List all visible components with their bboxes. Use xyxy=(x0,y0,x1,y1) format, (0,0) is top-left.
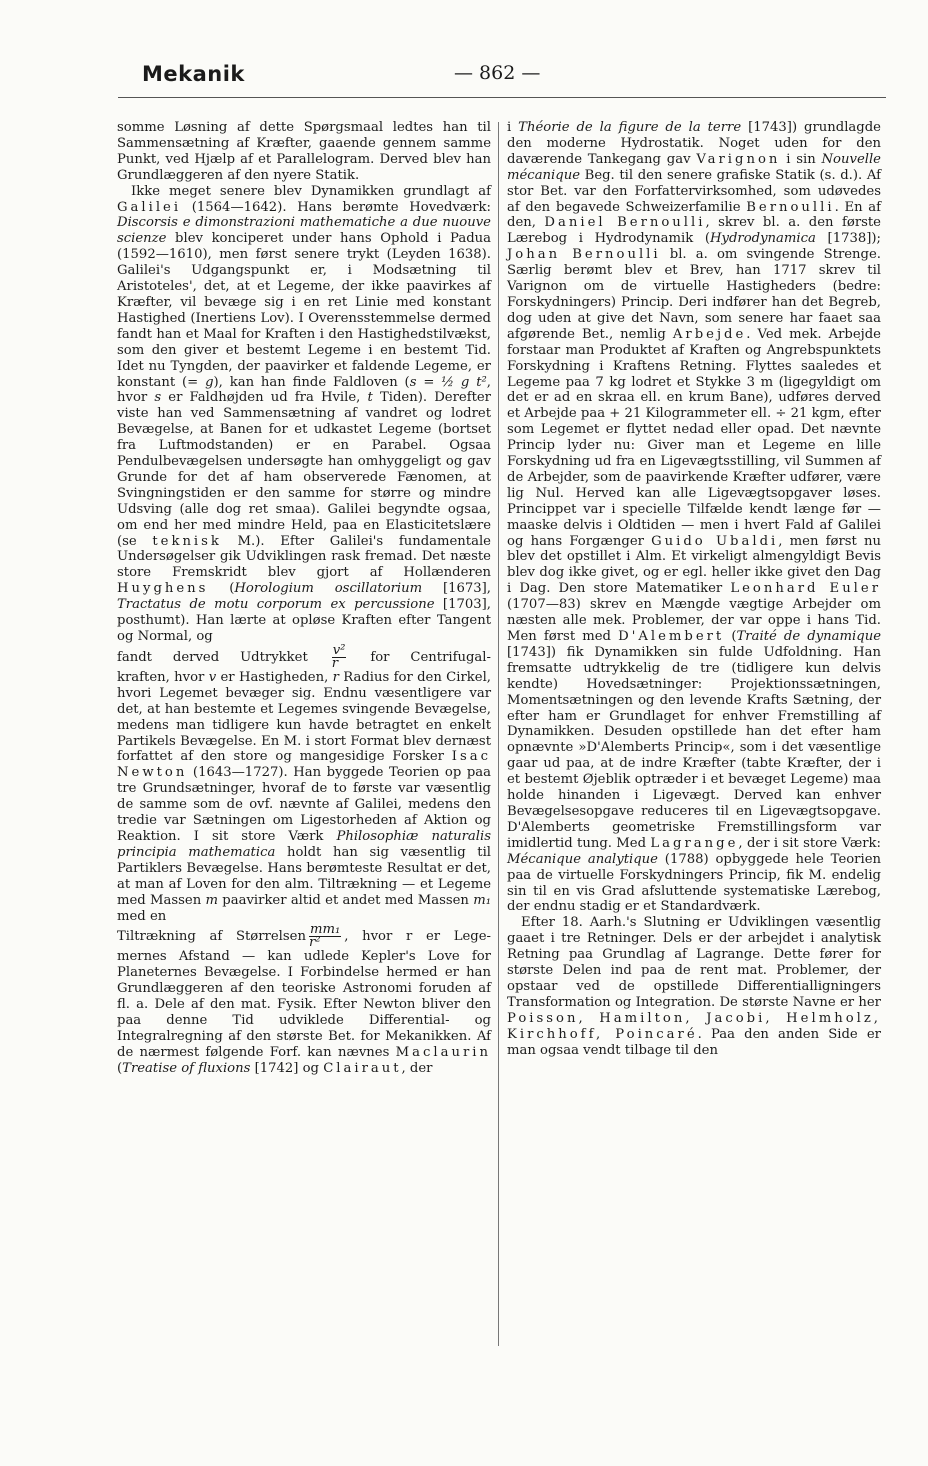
person-name: Guido Ubaldi xyxy=(651,533,779,549)
person-name: Bernoulli xyxy=(746,199,835,215)
header-rule xyxy=(118,97,886,98)
work-title: Traité de dynamique xyxy=(736,629,882,644)
cross-reference: teknisk xyxy=(152,533,222,549)
person-name: Daniel Bernoulli xyxy=(544,215,706,231)
paragraph: mernes Afstand — kan udlede Kepler's Love for Planeternes Bevægelse. I Forbindelse hermed er han Grundlæggeren af den teoriske Astronomi foruden af fl. a. Dele af den mat. Fysik. Efter Newton bliver den paa denne Tid udviklede Differential- og Integralregning af den største Bet. for Mekanikken. Af de nærmest følgende Forf. kan nævnes Maclaurin (Treatise of fluxions [1742] og Clairaut, der xyxy=(117,949,491,1076)
work-title: Mécanique analytique xyxy=(507,851,658,867)
column-divider xyxy=(498,122,499,1346)
paragraph: kraften, hvor v er Hastigheden, r Radius for den Cirkel, hvori Legemet bevæger sig. Endnu væsentligere var det, at han bestemte et Legemes svingende Bevægelse, medens man tidligere kun havde betragtet en enkelt Partikels Bevægelse. En M. i stort Format blev dernæst forfattet af den store og mangesidige Forsker Isac Newton (1643—1727). Han byggede Teorien op paa tre Grundsætninger, hvoraf de to første var væsentlig de samme som de ovf. nævnte af Galilei, medens den tredie var Sætningen om Ligestorheden af Aktion og Reaktion. I sit store Værk Philosophiæ naturalis principia mathematica holdt han sig væsentlig til Partiklers Bevægelse. Hans berømteste Resultat er det, at man af Loven for den alm. Tiltrækning — et Legeme med Massen m paavirker altid et andet med Massen m₁ med en xyxy=(117,669,492,924)
person-name: Isac Newton xyxy=(117,749,491,781)
paragraph: Ikke meget senere blev Dynamikken grundlagt af Galilei (1564—1642). Hans berømte Hovedværk: Discorsis e dimonstrazioni mathematiche a due nuouve scienze blev konciperet under hans Ophold i Padua (1592—1610), men først senere trykt (Leyden 1638). Galilei's Udgangspunkt er, i Modsætning til Aristoteles', det, at et Legeme, der ikke paavirkes af Kræfter, vil bevæge sig i en ret Linie med konstant Hastighed (Inertiens Lov). I Overensstemmelse dermed fandt han et Maal for Kraften i den Hastighedstilvækst, som den giver et bestemt Legeme i en bestemt Tid. Idet nu Tyngden, der paavirker et faldende Legeme, er konstant (= g), kan han finde Faldloven (s = ½ g t², hvor s er Faldhøjden ud fra Hvile, t Tiden). Derefter viste han ved Sammensætning af vandret og lodret Bevægelse, at Banen for et udkastet Legeme (bortset fra Luftmodstanden) er en Parabel. Ogsaa Pendulbevægelsen undersøgte han omhyggeligt og gav Grunde for det af ham observerede Fænomen, at Svingningstiden er den samme for større og mindre Udsving (alle dog ret smaa). Galilei begyndte ogsaa, om end her med mindre Held, paa en Elasticitetslære (se teknisk M.). Efter Galilei's fundamentale Undersøgelser gik Udviklingen rask fremad. Det næste store Fremskridt blev gjort af Hollænderen Huyghens (Horologium oscillatorium [1673], Tractatus de motu corporum ex percussione [1703], posthumt). Han lærte at opløse Kraften efter Tangent og Normal, og xyxy=(117,183,491,644)
person-name: Lagrange xyxy=(650,835,739,851)
page-title: Mekanik xyxy=(142,62,245,86)
term: Arbejde xyxy=(672,326,747,342)
paragraph: i Théorie de la figure de la terre [1743]) grundlagde den moderne Hydrostatik. Noget uden for den daværende Tankegang gav Varignon i sin Nouvelle mécanique Beg. til den senere grafiske Statik (s. d.). Af stor Bet. var den Forfattervirksomhed, som udøvedes af den begavede Schweizerfamilie Bernoulli. En af den, Daniel Bernoulli, skrev bl. a. den første Lærebog i Hydrodynamik (Hydrodynamica [1738]); Johan Bernoulli bl. a. om svingende Strenge. Særlig berømt blev et Brev, han 1717 skrev til Varignon om de virtuelle Hastigheders (bedre: Forskydningers) Princip. Deri indfører han det Begreb, dog uden at give det Navn, som senere har faaet saa afgørende Bet., nemlig Arbejde. Ved mek. Arbejde forstaar man Produktet af Kraften og Angrebspunktets Forskydning i Kraftens Retning. Flyttes saaledes et Legeme paa 7 kg lodret et Stykke 3 m (ligegyldigt om det er ad en skraa ell. en krum Bane), udføres derved et Arbejde paa + 21 Kilogrammeter ell. ÷ 21 kgm, efter som Legemet er flyttet nedad eller opad. Det nævnte Princip lyder nu: Giver man et Legeme en lille Forskydning ud fra en Ligevægtsstilling, vil Summen af de Arbejder, som de paavirkende Kræfter udfører, være lig Nul. Herved kan alle Ligevægtsopgaver løses. Princippet var i specielle Tilfælde kendt længe før — maaske delvis i Oldtiden — men i hvert Fald af Galilei og hans Forgænger Guido Ubaldi, men først nu blev det opstillet i Alm. Et virkeligt almengyldigt Bevis blev dog ikke givet, og er egl. heller ikke givet den Dag i Dag. Den store Matematiker Leonhard Euler (1707—83) skrev en Mængde vægtige Arbejder om næsten alle mek. Problemer, der var oppe i hans Tid. Men først med D'Alembert (Traité de dynamique [1743]) fik Dynamikken sin fulde Udfoldning. Han fremsatte udtrykkelig de tre (tidligere kun delvis kendte) Hovedsætninger: Projektionssætningen, Momentsætningen og den levende Krafts Sætning, der efter ham er Grundlaget for enhver Fremstilling af Dynamikken. Desuden opstillede han det efter ham opnævnte »D'Alemberts Princip«, som i det væsentlige gaar ud paa, at de indre Kræfter (tabte Kræfter, der i et bestemt Øjeblik optræder i et bevæget Legeme) maa holde hinanden i Ligevægt. Derved kan enhver Bevægelsesopgave reduceres til en Ligevægtsopgave. D'Alemberts geometriske Fremstillingsform var imidlertid tung. Med Lagrange, der i sit store Værk: Mécanique analytique (1788) opbyggede hele Teorien paa de virtuelle Forskydningers Princip, fik M. endelig sin til en vis Grad afsluttende systematiske Lærebog, der endnu stadig er et Standardværk. xyxy=(507,120,882,915)
person-name: Johan Bernoulli xyxy=(507,247,661,263)
formula-line: fandt derved Udtrykket $\frac{\text{v²}}{r}$ for Centrifugal- xyxy=(117,642,491,671)
paragraph: Efter 18. Aarh.'s Slutning er Udviklingen væsentlig gaaet i tre Retninger. Dels er der arbejdet i analytisk Retning paa Grundlag af Lagrange. Dette fører for største Delen ind paa de rent mat. Problemer, der opstaar ved de opstillede Differentialligningers Transformation og Integration. De største Navne er her Poisson, Hamilton, Jacobi, Helmholz, Kirchhoff, Poincaré. Paa den anden Side er man ogsaa vendt tilbage til den xyxy=(507,915,881,1058)
person-name: Varignon xyxy=(696,151,781,167)
fraction-v2-over-r: $\frac{\text{v²}}{r}$ xyxy=(331,642,346,671)
person-names: Poisson, Hamilton, Jacobi, Helmholz, Kirchhoff, Poincaré xyxy=(507,1010,881,1042)
work-title: Treatise of fluxions xyxy=(122,1060,251,1076)
person-name: Leonhard Euler xyxy=(730,581,882,597)
work-title: Horologium oscillatorium xyxy=(234,581,423,597)
work-title: Nouvelle mécanique xyxy=(507,151,881,183)
work-title: Théorie de la figure de la terre xyxy=(518,120,742,135)
formula-line: Tiltrækning af Størrelsen $\frac{\text{mm₁}}{\text{r²}}$ , hvor r er Lege- xyxy=(117,922,491,951)
person-name: Huyghens xyxy=(117,581,209,597)
fraction-mm1-over-r2: $\frac{\text{mm₁}}{\text{r²}}$ xyxy=(308,922,341,951)
person-name: Maclaurin xyxy=(395,1044,491,1060)
formula: s = ½ g t² xyxy=(409,374,487,390)
work-title: Philosophiæ naturalis principia mathematica xyxy=(117,828,491,860)
paragraph: somme Løsning af dette Spørgsmaal ledtes han til Sammensætning af Kræfter, gaaende gennem samme Punkt, ved Hjælp af et Parallelogram. Derved blev han Grundlæggeren af den nyere Statik. xyxy=(117,120,491,183)
work-title: Discorsis e dimonstrazioni mathematiche a due nuouve scienze xyxy=(117,215,491,247)
person-name: D'Alembert xyxy=(618,629,725,644)
right-column xyxy=(507,120,881,1058)
person-name: Galilei xyxy=(117,199,182,215)
work-title: Tractatus de motu corporum ex percussione xyxy=(117,597,435,613)
page-header xyxy=(118,62,874,92)
work-title: Hydrodynamica xyxy=(710,231,816,247)
left-column xyxy=(117,120,491,1077)
page-number: — 862 — xyxy=(454,62,541,84)
person-name: Clairaut xyxy=(323,1060,402,1076)
